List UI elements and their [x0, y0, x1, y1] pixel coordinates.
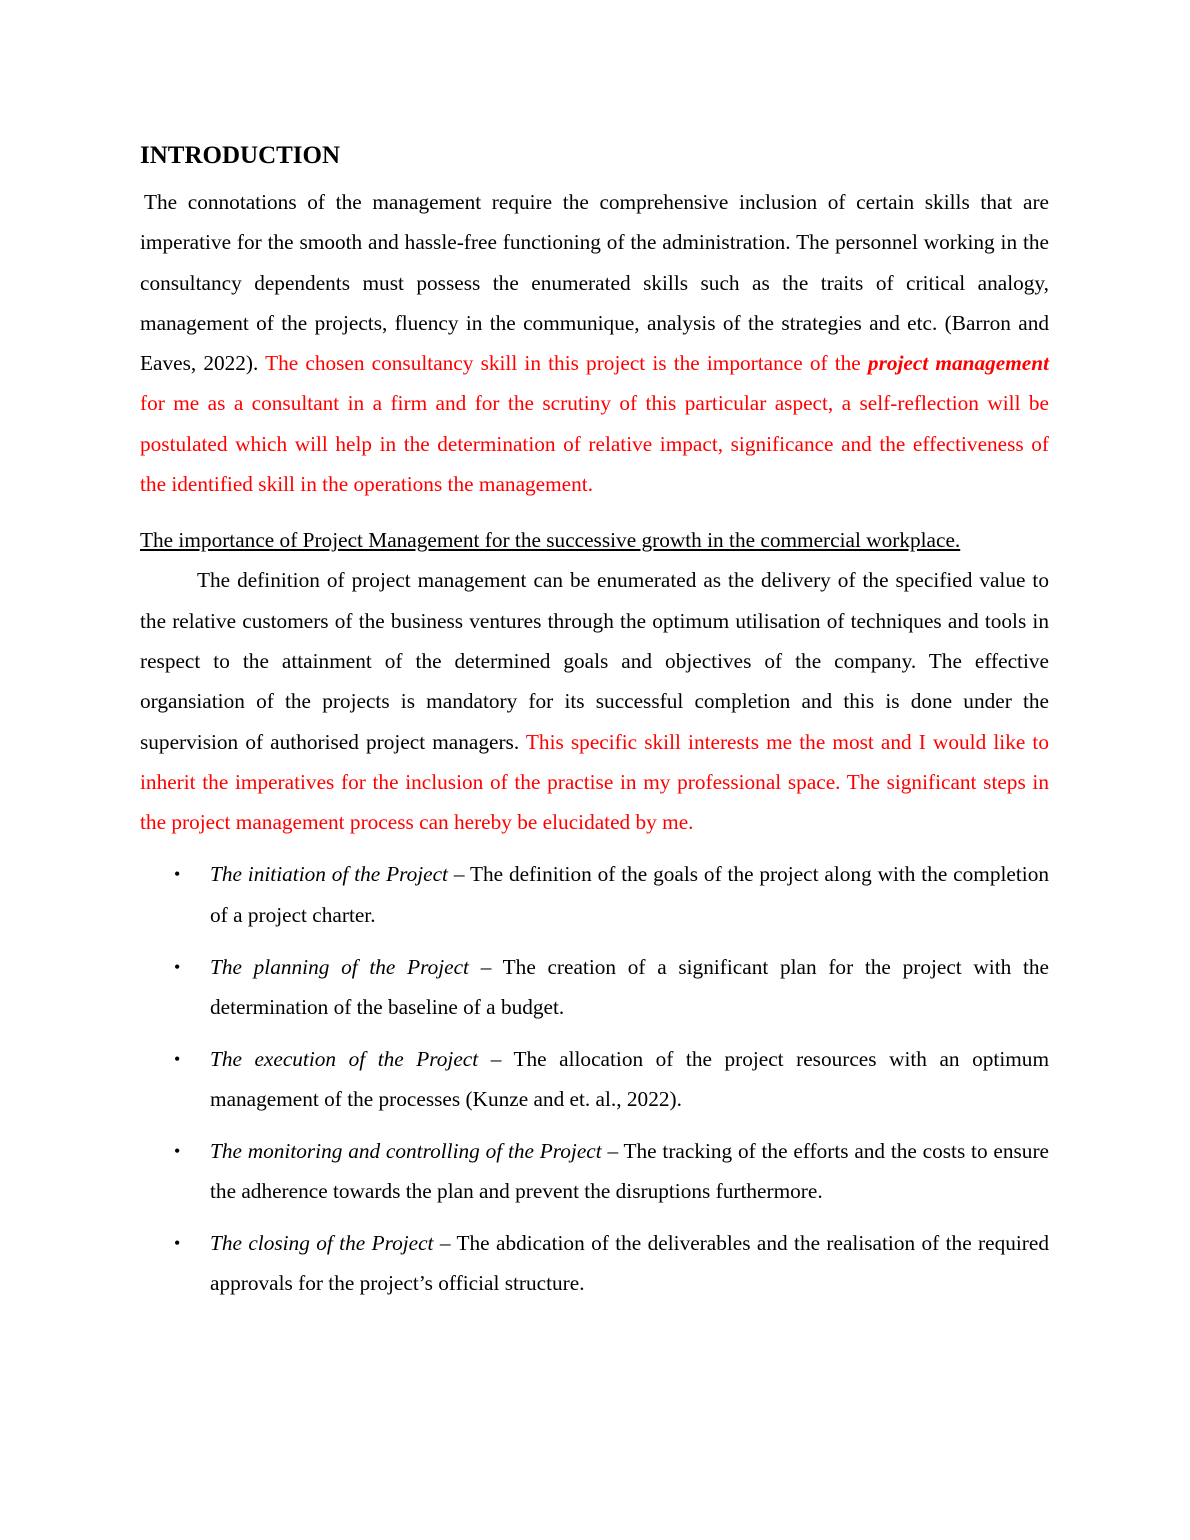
intro-emphasis: project management: [867, 351, 1049, 376]
list-item: [140, 854, 1049, 935]
steps-list: [140, 854, 1049, 1303]
page-title: INTRODUCTION: [140, 142, 341, 169]
document-page: [140, 138, 1049, 1315]
list-item: [140, 1131, 1049, 1212]
bullet-icon: •: [174, 1232, 181, 1253]
section-subheading: The importance of Project Management for the successive growth in the commercial workplace.: [140, 528, 961, 553]
list-item-text: – The tracking of the efforts and the costs to ensure the adherence towards the plan and prevent the disruptions furthermore.: [210, 1138, 1049, 1204]
list-item-title: The planning of the Project: [210, 954, 469, 979]
list-item: [140, 947, 1049, 1028]
intro-text: The connotations of the management require the comprehensive inclusion of certain skills that are imperative for the smooth and hassle-free functioning of the administration. The personnel working in the consultancy dependents must possess the enumerated skills such as the traits of critical analogy, management of the projects, fluency in the communique, analysis of the strategies and etc. (Barron and Eaves, 2022).: [140, 190, 1049, 376]
list-item: [140, 1039, 1049, 1120]
intro-highlight-text-continued: for me as a consultant in a firm and for the scrutiny of this particular aspect, a self-reflection will be postulated which will help in the determination of relative impact, significance and the effectiveness of the identified skill in the operations the management.: [140, 391, 1049, 497]
list-item-text: – The allocation of the project resources with an optimum management of the processes (Kunze and et. al., 2022).: [210, 1046, 1050, 1111]
list-item: [140, 1223, 1049, 1304]
list-item-text: – The abdication of the deliverables and the realisation of the required approvals for the project’s official structure.: [210, 1230, 1049, 1296]
bullet-icon: •: [174, 1048, 181, 1069]
list-item-text: – The creation of a significant plan for the project with the determination of the baseline of a budget.: [210, 954, 1050, 1019]
intro-paragraph: [140, 182, 1049, 504]
definition-text: The definition of project management can be enumerated as the delivery of the specified value to the relative customers of the business ventures through the optimum utilisation of techniques and tools in respect to the attainment of the determined goals and objectives of the company. The effective organsiation of the projects is mandatory for its successful completion and this is done under the supervision of authorised project managers.: [140, 568, 1049, 754]
bullet-icon: •: [174, 956, 181, 977]
list-item-title: The initiation of the Project: [210, 862, 448, 887]
bullet-icon: •: [174, 864, 181, 885]
bullet-icon: •: [174, 1140, 181, 1161]
list-item-title: The execution of the Project: [210, 1046, 479, 1071]
definition-highlight-text: This specific skill interests me the most and I would like to inherit the imperatives for the inclusion of the practise in my professional space. The significant steps in the project management process can hereby be elucidated by me.: [140, 729, 1049, 835]
list-item-title: The closing of the Project: [210, 1230, 434, 1255]
list-item-text: – The definition of the goals of the project along with the completion of a project charter.: [210, 862, 1050, 927]
list-item-title: The monitoring and controlling of the Project: [210, 1138, 602, 1163]
intro-highlight-text: The chosen consultancy skill in this project is the importance of the: [265, 351, 861, 376]
definition-paragraph: [140, 560, 1049, 842]
